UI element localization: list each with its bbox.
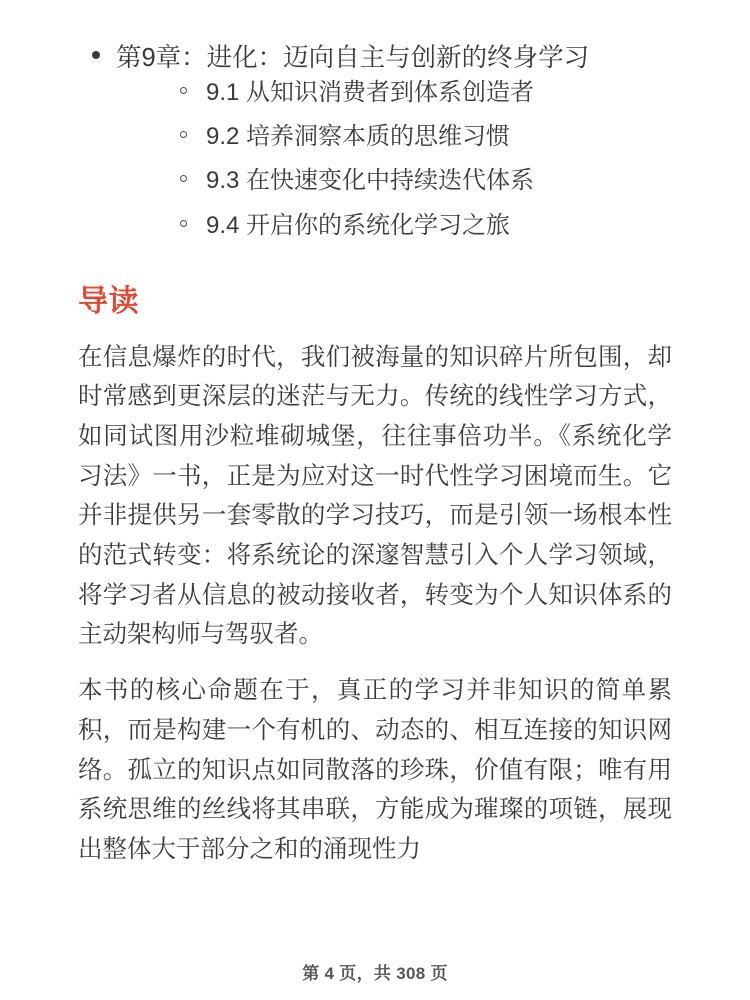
outline-list <box>78 40 672 242</box>
outline-section-item-9-1[interactable] <box>116 76 672 109</box>
outline-section-label: 9.1 从知识消费者到体系创造者 <box>206 79 535 107</box>
outline-chapter-item[interactable] <box>78 40 672 242</box>
outline-section-label: 9.4 开启你的系统化学习之旅 <box>206 211 511 239</box>
hollow-circle-icon <box>180 131 187 138</box>
outline-section-item-9-4[interactable] <box>116 209 672 242</box>
hollow-circle-icon <box>180 87 187 94</box>
body-paragraph: 在信息爆炸的时代，我们被海量的知识碎片所包围，却时常感到更深层的迷茫与无力。传统的线性学习方式，如同试图用沙粒堆砌城堡，往往事倍功半。《系统化学习法》一书，正是为应对这一时代性学习困境而生。它并非提供另一套零散的学习技巧，而是引领一场根本性的范式转变：将系统论的深邃智慧引入个人学习领域，将学习者从信息的被动接收者，转变为个人知识体系的主动架构师与驾驭者。 <box>78 343 672 649</box>
section-heading: 导读 <box>78 284 139 318</box>
body-paragraph: 本书的核心命题在于，真正的学习并非知识的简单累积，而是构建一个有机的、动态的、相互连接的知识网络。孤立的知识点如同散落的珍珠，价值有限；唯有用系统思维的丝线将其串联，方能成为璀璨的项链，展现出整体大于部分之和的涌现性力 <box>78 677 672 863</box>
outline-section-item-9-3[interactable] <box>116 164 672 197</box>
hollow-circle-icon <box>180 220 187 227</box>
hollow-circle-icon <box>180 175 187 182</box>
filled-disc-icon <box>92 51 100 59</box>
outline-chapter-label: 第9章：进化：迈向自主与创新的终身学习 <box>116 44 590 72</box>
outline-section-label: 9.3 在快速变化中持续迭代体系 <box>206 167 535 195</box>
outline-section-label: 9.2 培养洞察本质的思维习惯 <box>206 123 511 151</box>
outline-section-list <box>116 76 672 241</box>
page-footer: 第 4 页，共 308 页 <box>302 964 448 983</box>
outline-section-item-9-2[interactable] <box>116 120 672 153</box>
